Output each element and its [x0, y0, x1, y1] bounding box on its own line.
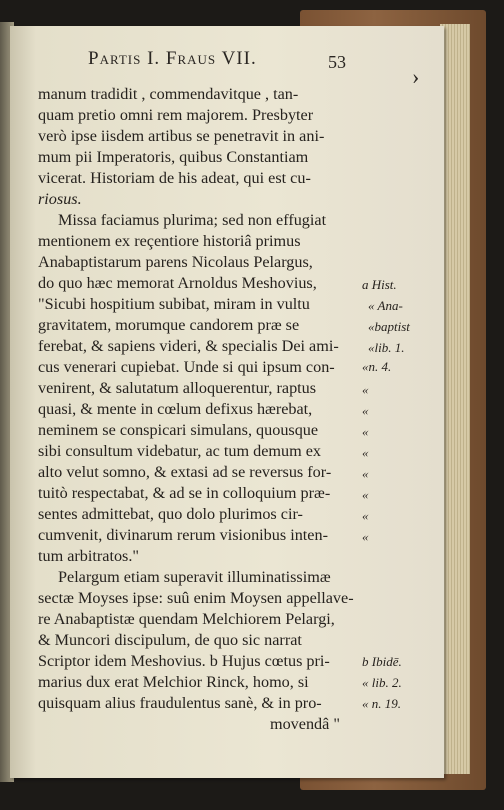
- text-line: sibi consultum videbatur, ac tum demum ex: [38, 442, 322, 460]
- text-line: neminem se conspicari simulans, quousque: [38, 421, 319, 439]
- text-line: tum arbitratos.": [38, 547, 140, 565]
- margin-note: b Ibidē.: [362, 654, 402, 669]
- margin-note: «n. 4.: [362, 359, 392, 374]
- text-line: Pelargum etiam superavit illuminatissimæ: [58, 568, 331, 586]
- running-title-text: Partis I. Fraus VII.: [88, 48, 257, 69]
- text-line: quisquam alius fraudulentus sanè, & in pro-: [38, 694, 322, 712]
- text-line: quasi, & mente in cœlum defixus hærebat,: [38, 400, 313, 418]
- margin-note: «: [362, 424, 369, 439]
- text-line: ferebat, & sapiens videri, & specialis Dei ami-: [38, 337, 339, 355]
- text-line: vicerat. Historiam de his adeat, qui est cu-: [38, 169, 311, 187]
- text-line: "Sicubi hospitium subibat, miram in vultu: [38, 295, 310, 313]
- text-line: quam pretio omni rem majorem. Presbyter: [38, 106, 314, 124]
- text-line: mentionem ex reçentiore historiâ primus: [38, 232, 301, 250]
- text-line: & Muncori discipulum, de quo sic narrat: [38, 631, 302, 649]
- margin-note: « Ana-: [368, 298, 403, 313]
- text-line: Missa faciamus plurima; sed non effugiat: [58, 211, 327, 229]
- text-line: cumvenit, divinarum rerum visionibus inten-: [38, 526, 328, 544]
- margin-note: «: [362, 508, 369, 523]
- margin-note: «: [362, 403, 369, 418]
- margin-note: «: [362, 529, 369, 544]
- margin-note: « n. 19.: [362, 696, 401, 711]
- margin-note: «lib. 1.: [368, 340, 405, 355]
- text-line: cus venerari cupiebat. Unde si qui ipsum con-: [38, 358, 335, 376]
- margin-note: «: [362, 466, 369, 481]
- margin-note: «: [362, 382, 369, 397]
- text-line: verò ipse iisdem artibus se penetravit in ani-: [38, 127, 325, 145]
- margin-note: «: [362, 487, 369, 502]
- text-line: alto velut somno, & extasi ad se reversus for-: [38, 463, 332, 481]
- margin-mark: ›: [412, 64, 420, 89]
- text-line: mum pii Imperatoris, quibus Constantiam: [38, 148, 309, 166]
- margin-note: «: [362, 445, 369, 460]
- margin-note: a Hist.: [362, 277, 397, 292]
- text-line: venirent, & salutatum alloquerentur, raptus: [38, 379, 317, 397]
- page-number: 53: [328, 52, 346, 72]
- text-line: do quo hæc memorat Arnoldus Meshovius,: [38, 274, 317, 292]
- text-line: Anabaptistarum parens Nicolaus Pelargus,: [38, 253, 313, 271]
- text-line: gravitatem, morumque candorem præ se: [38, 316, 300, 334]
- running-title: [88, 48, 348, 76]
- text-line: re Anabaptistæ quendam Melchiorem Pelargi,: [38, 610, 335, 628]
- text-line: tuitò respectabat, & ad se in colloquium præ-: [38, 484, 331, 502]
- text-line: sentes admittebat, quo dolo plurimos cir-: [38, 505, 303, 523]
- margin-note: « lib. 2.: [362, 675, 402, 690]
- text-line: sectæ Moyses ipse: suû enim Moysen appellave-: [38, 589, 354, 607]
- text-line: marius dux erat Melchior Rinck, homo, si: [38, 673, 309, 691]
- page-edges: [440, 24, 470, 774]
- text-line: Scriptor idem Meshovius. b Hujus cœtus pri-: [38, 652, 330, 670]
- text-line: riosus.: [38, 190, 82, 208]
- text-line: manum tradidit , commendavitque , tan-: [38, 85, 299, 103]
- text-line: movendâ ": [270, 715, 340, 733]
- margin-note: «baptist: [368, 319, 410, 334]
